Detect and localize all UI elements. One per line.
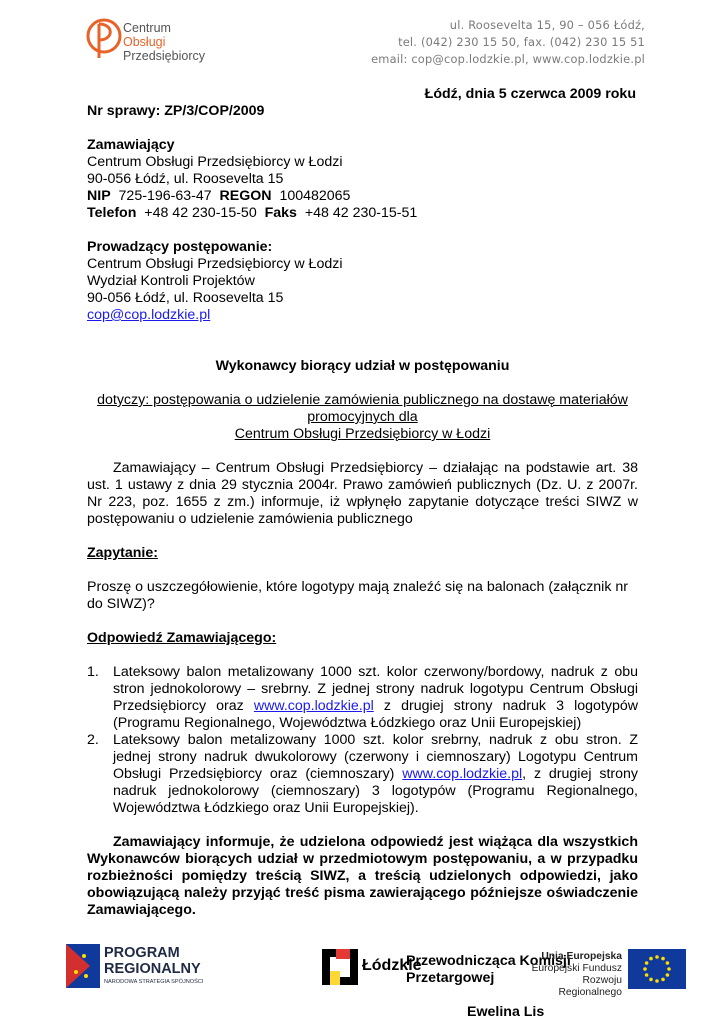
logo-line-1: Centrum (123, 21, 171, 35)
intro-paragraph: Zamawiający – Centrum Obsługi Przedsiębiorcy – działając na podstawie art. 38 ust. 1 ustawy z dnia 29 stycznia 2004r. Prawo zamówień publicznych (Dz. U. z 2007r. Nr 223, poz. 1655 z zm.) informuje, iż wpłynęło zapytanie dotyczące treści SIWZ w postępowaniu o udzielenie zamówienia publicznego (87, 460, 638, 527)
answer-text-after: , z drugiej strony nadruk jednokolorowy (ciemnoszary) 3 logotypów (Programu Regionalnego, Województwa Łódzkiego oraz Unii Europejskiej). (113, 766, 639, 816)
eu-line-1: Unia Europejska (541, 951, 622, 962)
eu-flag-icon (628, 949, 686, 989)
program-line-1: PROGRAM (104, 945, 180, 961)
answer-heading: Odpowiedź Zamawiającego: (87, 630, 277, 646)
header-contact (371, 17, 645, 68)
eu-line-3: Rozwoju Regionalnego (558, 975, 622, 998)
phone-label: Telefon (87, 205, 137, 221)
conductor-block (87, 239, 638, 324)
orderer-block (87, 137, 638, 222)
conductor-heading: Prowadzący postępowanie: (87, 239, 273, 255)
program-line-3: NARODOWA STRATEGIA SPÓJNOŚCI (104, 979, 204, 985)
eu-line-2: Europejski Fundusz (531, 963, 622, 974)
lodzkie-logo (320, 945, 430, 989)
closing-paragraph: Zamawiający informuje, że udzielona odpowiedź jest wiążąca dla wszystkich Wykonawców biorących udział w przedmiotowym postępowaniu, a w przypadku rozbieżności pomiędzy treścią SIWZ, a treścią udzielonych odpowiedzi, jako obowiązującą należy przyjąć treść pisma zawierającego późniejsze oświadczenie Zamawiającego. (87, 834, 638, 918)
answer-list (87, 664, 638, 817)
orderer-heading: Zamawiający (87, 137, 175, 153)
cop-logo-text (123, 21, 205, 63)
answer-item (87, 664, 638, 732)
logo-line-2: Obsługi (123, 35, 166, 49)
regon-label: REGON (219, 188, 272, 204)
orderer-phones (87, 205, 638, 222)
answer-text-before: Lateksowy balon metalizowany 1000 szt. kolor srebrny, nadruk z obu stron. Z jednej strony nadruk dwukolorowy (czerwony i ciemnoszary) Logotypu Centrum Obsługi Przedsiębiorcy oraz (ciemnoszary) (113, 732, 638, 782)
conductor-email-link[interactable]: cop@cop.lodzkie.pl (87, 307, 211, 323)
answer-number: 1. (87, 664, 99, 680)
fax-label: Faks (264, 205, 297, 221)
program-regionalny-logo (62, 942, 232, 992)
answer-item (87, 732, 638, 817)
answer-text-after: z drugiej strony nadruk 3 logotypów (Programu Regionalnego, Województwa Łódzkiego oraz Unii Europejskiej) (113, 698, 638, 731)
conductor-department: Wydział Kontroli Projektów (87, 273, 255, 289)
conductor-address: 90-056 Łódź, ul. Roosevelta 15 (87, 290, 284, 306)
answer-website-link[interactable]: www.cop.lodzkie.pl (253, 698, 374, 714)
question-text: Proszę o uszczegółowienie, które logotypy mają znaleźć się na balonach (załącznik nr do SIWZ)? (87, 579, 628, 612)
contact-phone: tel. (042) 230 15 50, fax. (042) 230 15 51 (398, 35, 645, 49)
orderer-ids (87, 188, 638, 205)
phone-value: +48 42 230-15-50 (144, 205, 257, 221)
date-line: Łódź, dnia 5 czerwca 2009 roku (424, 86, 636, 102)
fax-value: +48 42 230-15-51 (304, 205, 418, 221)
answer-number: 2. (87, 732, 99, 748)
nip-label: NIP (87, 188, 111, 204)
answer-website-link[interactable]: www.cop.lodzkie.pl (402, 766, 523, 782)
signature-name: Ewelina Lis (467, 1004, 545, 1020)
lodzkie-emblem-icon (322, 949, 358, 985)
eu-text (520, 951, 622, 999)
signature-title: Przewodnicząca Komisji Przetargowej (406, 953, 571, 986)
contact-address: ul. Roosevelta 15, 90 – 056 Łódź, (449, 18, 645, 32)
contact-email: email: cop@cop.lodzkie.pl, www.cop.lodzkie.pl (371, 52, 645, 66)
answer-text-before: Lateksowy balon metalizowany 1000 szt. kolor czerwony/bordowy, nadruk z obu stron jednokolorowy – srebrny. Z jednej strony nadruk logotypu Centrum Obsługi Przedsiębiorcy oraz (113, 664, 638, 714)
letter-body (87, 86, 638, 1021)
program-flag-icon (62, 942, 102, 990)
subject-line-2: Centrum Obsługi Przedsiębiorcy w Łodzi (234, 426, 491, 442)
nip-value: 725-196-63-47 (118, 188, 212, 204)
conductor-name: Centrum Obsługi Przedsiębiorcy w Łodzi (87, 256, 343, 272)
case-number: Nr sprawy: ZP/3/COP/2009 (87, 103, 265, 119)
cop-logo-icon (86, 16, 124, 62)
orderer-address: 90-056 Łódź, ul. Roosevelta 15 (87, 171, 284, 187)
addressee: Wykonawcy biorący udział w postępowaniu (215, 358, 510, 374)
logo-line-3: Przedsiębiorcy (123, 49, 205, 63)
question-heading: Zapytanie: (87, 545, 158, 561)
subject-line-1: dotyczy: postępowania o udzielenie zamówienia publicznego na dostawę materiałów promocyjnych dla (97, 392, 628, 425)
program-line-2: REGIONALNY (104, 961, 201, 977)
orderer-name: Centrum Obsługi Przedsiębiorcy w Łodzi (87, 154, 343, 170)
lodzkie-text: Łódzkie (362, 957, 422, 974)
eu-logo (520, 947, 686, 998)
regon-value: 100482065 (279, 188, 351, 204)
